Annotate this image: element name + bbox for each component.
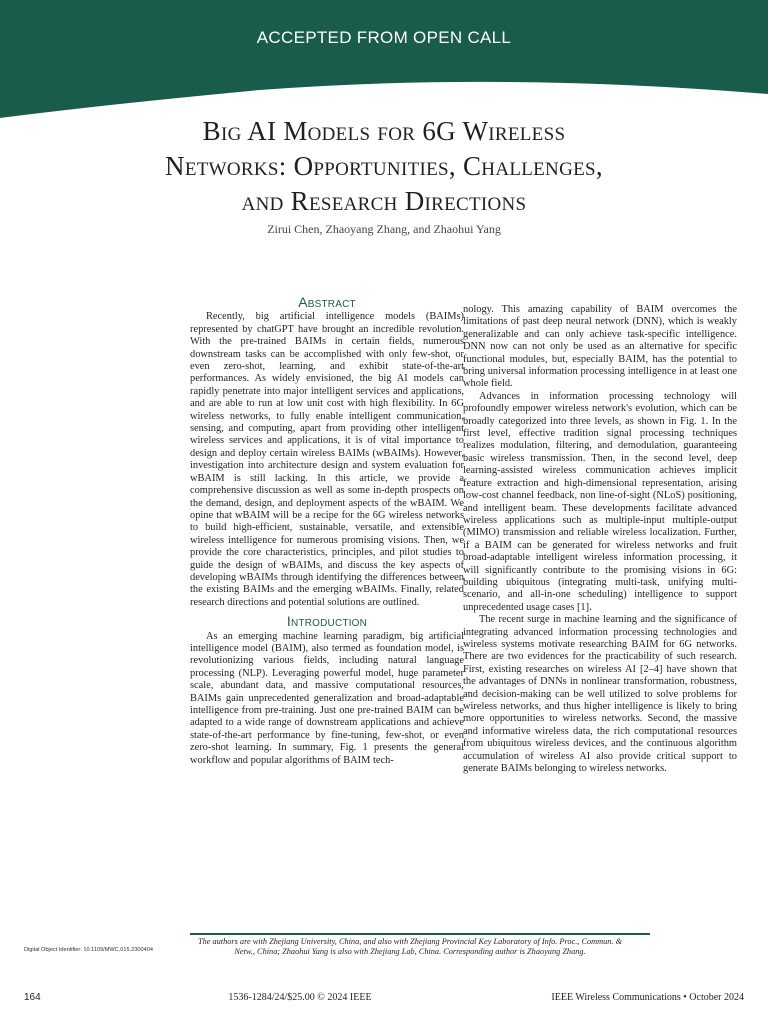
doi-identifier: Digital Object Identifier: 10.1109/MWC.015.2300404 (24, 947, 153, 953)
title-line-2: Networks: Opportunities, Challenges, (165, 151, 603, 181)
header-banner (0, 0, 768, 120)
section-label: ACCEPTED FROM OPEN CALL (256, 28, 512, 47)
right-column (463, 304, 737, 775)
author-affiliation-footnote: The authors are with Zhejiang University, China, and also with Zhejiang Provincial Key Laboratory of Info. Proc., Commun. & Netw., China; Zhaohui Yang is also with Zhejiang Lab, China. Corresponding author is Zhaoyang Zhang. (197, 937, 623, 956)
title-line-1: Big AI Models for 6G Wireless (202, 116, 566, 146)
intro-paragraph-1-end: nology. This amazing capability of BAIM overcomes the limitations of past deep neural network (DNN), which is weakly generalizable and can only achieve task-specific intelligence. DNN now can not only be used as an alternative for specific functional modules, but, especially BAIM, has the potential to bring universal information processing intelligence in at least one whole field. (463, 304, 737, 390)
left-column (190, 296, 464, 767)
intro-paragraph-3: The recent surge in machine learning and the significance of integrating advanced information processing technologies and wireless systems motivate researching BAIM for 6G networks. There are two evidences for the practicability of such research. First, existing researches on wireless AI [2–4] have shown that the advantages of DNNs in nonlinear transformation, robustness, and decision-making can be well utilized to solve problems for wireless networks, and thus higher intelligence is likely to bring more opportunities to wireless networks. Second, the massive and informative wireless data, the rich computational resources from ubiquitous wireless devices, and the continuous algorithm accumulation of wireless AI also provide critical support to generate BAIMs belonging to wireless networks. (463, 614, 737, 775)
article-title (60, 114, 708, 219)
journal-issue: IEEE Wireless Communications • October 2024 (551, 992, 744, 1003)
introduction-heading: Introduction (286, 613, 368, 630)
author-list: Zirui Chen, Zhaoyang Zhang, and Zhaohui Yang (267, 222, 501, 236)
footnote-rule (190, 933, 650, 935)
title-line-3: and Research Directions (241, 186, 527, 216)
intro-paragraph-2: Advances in information processing technology will profoundly empower wireless network's evolution, which can be broadly categorized into three levels, as shown in Fig. 1. In the first level, effective tradition signal processing techniques realizes modulation, filtering, and demodulation, guaranteeing basic wireless transmission. Then, in the second level, deep learning-assisted wireless communication achieves implicit feature extraction and high-dimensional representation, arising low-cost channel feedback, non line-of-sight (NLoS) positioning, and intelligent beam. These developments facilitate advanced wireless applications such as multiple-input multiple-output (MIMO) transmission and reliable wireless localization. Further, if a BAIM can be generated for wireless networks and fruit broad-adaptable intelligent wireless information processing, it will significantly contribute to the promising visions in 6G: building ubiquitous (integrating multi-task, unifying multi-scenario, and all-in-one scheduling) intelligence to support unprecedented usage cases [1]. (463, 390, 737, 613)
page-number: 164 (24, 992, 41, 1003)
intro-paragraph-1-start: As an emerging machine learning paradigm, big artificial intelligence model (BAIM), also termed as foundation model, is revolutionizing various fields, including natural language processing (NLP). Leveraging powerful model, huge parameter scale, abundant data, and massive computational resources, BAIMs gain unprecedented generalization and broad-adaptable intelligence from pre-training. Just one pre-trained BAIM can be adapted to a wide range of downstream applications and achieve state-of-the-art performance by fine-tuning, few-shot, or even zero-shot learning. In summary, Fig. 1 presents the general workflow and popular algorithms of BAIM tech- (190, 630, 464, 766)
issn-copyright: 1536-1284/24/$25.00 © 2024 IEEE (228, 992, 372, 1003)
abstract-heading: Abstract (298, 294, 356, 310)
abstract-text: Recently, big artificial intelligence models (BAIMs) represented by chatGPT have brought an incredible revolution. With the pre-trained BAIMs in certain fields, numerous downstream tasks can be accomplished with only few-shot, or even zero-shot, learning, and exhibit state-of-the-art performances. As widely envisioned, the big AI models can rapidly penetrate into major intelligent services and applications, and are able to run at low unit cost with high flexibility. In 6G wireless networks, to fully enable intelligent communication, sensing, and computing, apart from providing other intelligent wireless services and applications, it is of vital importance to design and deploy certain wireless BAIMs (wBAIMs). However, investigation into architecture design and system evaluation for wBAIM is still lacking. In this article, we provide a comprehensive discussion as well as some in-depth prospects on the demand, design, and deployment aspects of the wBAIM. We opine that wBAIM will be a recipe for the 6G wireless networks to build high-efficient, sustainable, versatile, and extensible wireless intelligence for numerous promising visions. Then, we provide the core characteristics, principles, and pilot studies to guide the design of wBAIMs, and discuss the key aspects of developing wBAIMs through identifying the differences between the existing BAIMs and the emerging wBAIMs. Finally, related research directions and potential solutions are outlined. (190, 311, 464, 608)
